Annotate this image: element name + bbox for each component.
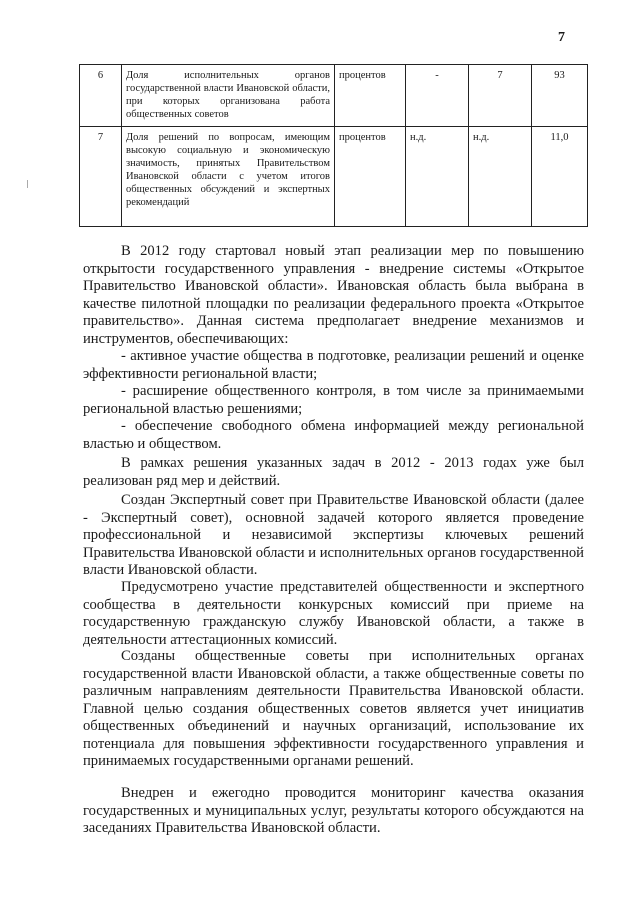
list-item: - активное участие общества в подготовке, реализации решений и оценке эффективности региональной власти; [83,348,584,382]
paragraph: В 2012 году стартовал новый этап реализации мер по повышению открытости государственного управления - внедрение системы «Открытое Правительство Ивановской области». Ивановская область была выбрана в качестве пилотной площадки по реализации федерального проекта «Открытое правительство». Данная система предполагает внедрение механизмов и инструментов, обеспечивающих: [83,243,584,347]
indicator-name: Доля решений по вопросам, имеющим высокую социальную и экономическую значимость, принятых Правительством Ивановской области с учетом итогов общественных обсуждений и экспертных рекомендаций [122,127,335,227]
value-cell: 11,0 [532,127,588,227]
table-row [80,65,588,127]
row-number: 7 [80,127,122,227]
unit-cell: процентов [335,65,406,127]
paragraph: В рамках решения указанных задач в 2012 - 2013 годах уже был реализован ряд мер и действий. [83,455,584,489]
indicator-name: Доля исполнительных органов государственной власти Ивановской области, при которых организована работа общественных советов [122,65,335,127]
value-cell: - [406,65,469,127]
value-cell: 93 [532,65,588,127]
value-cell: н.д. [406,127,469,227]
margin-mark [27,180,28,188]
unit-cell: процентов [335,127,406,227]
paragraph: Создан Экспертный совет при Правительстве Ивановской области (далее - Экспертный совет), основной задачей которого является проведение профессиональной и независимой экспертизы ключевых решений Правительства Ивановской области и исполнительных органов государственной власти Ивановской области. [83,492,584,578]
table-row [80,127,588,227]
list-item: - расширение общественного контроля, в том числе за принимаемыми региональной властью решениями; [83,383,584,417]
value-cell: н.д. [469,127,532,227]
indicators-table [79,64,588,227]
row-number: 6 [80,65,122,127]
paragraph: Внедрен и ежегодно проводится мониторинг качества оказания государственных и муниципальных услуг, результаты которого обсуждаются на заседаниях Правительства Ивановской области. [83,785,584,836]
paragraph: Предусмотрено участие представителей общественности и экспертного сообщества в деятельности конкурсных комиссий при приеме на государственную гражданскую службу Ивановской области, а также в деятельности аттестационных комиссий. [83,579,584,648]
value-cell: 7 [469,65,532,127]
list-item: - обеспечение свободного обмена информацией между региональной властью и обществом. [83,418,584,452]
page-number: 7 [558,30,565,45]
paragraph: Созданы общественные советы при исполнительных органах государственной власти Ивановской области, а также общественные советы по различным направлениям деятельности Правительства Ивановской области. Главной целью создания общественных советов является учет инициатив общественных объединений и научных организаций, использование их потенциала для повышения эффективности государственного управления и принимаемых государственными органами решений. [83,648,584,769]
